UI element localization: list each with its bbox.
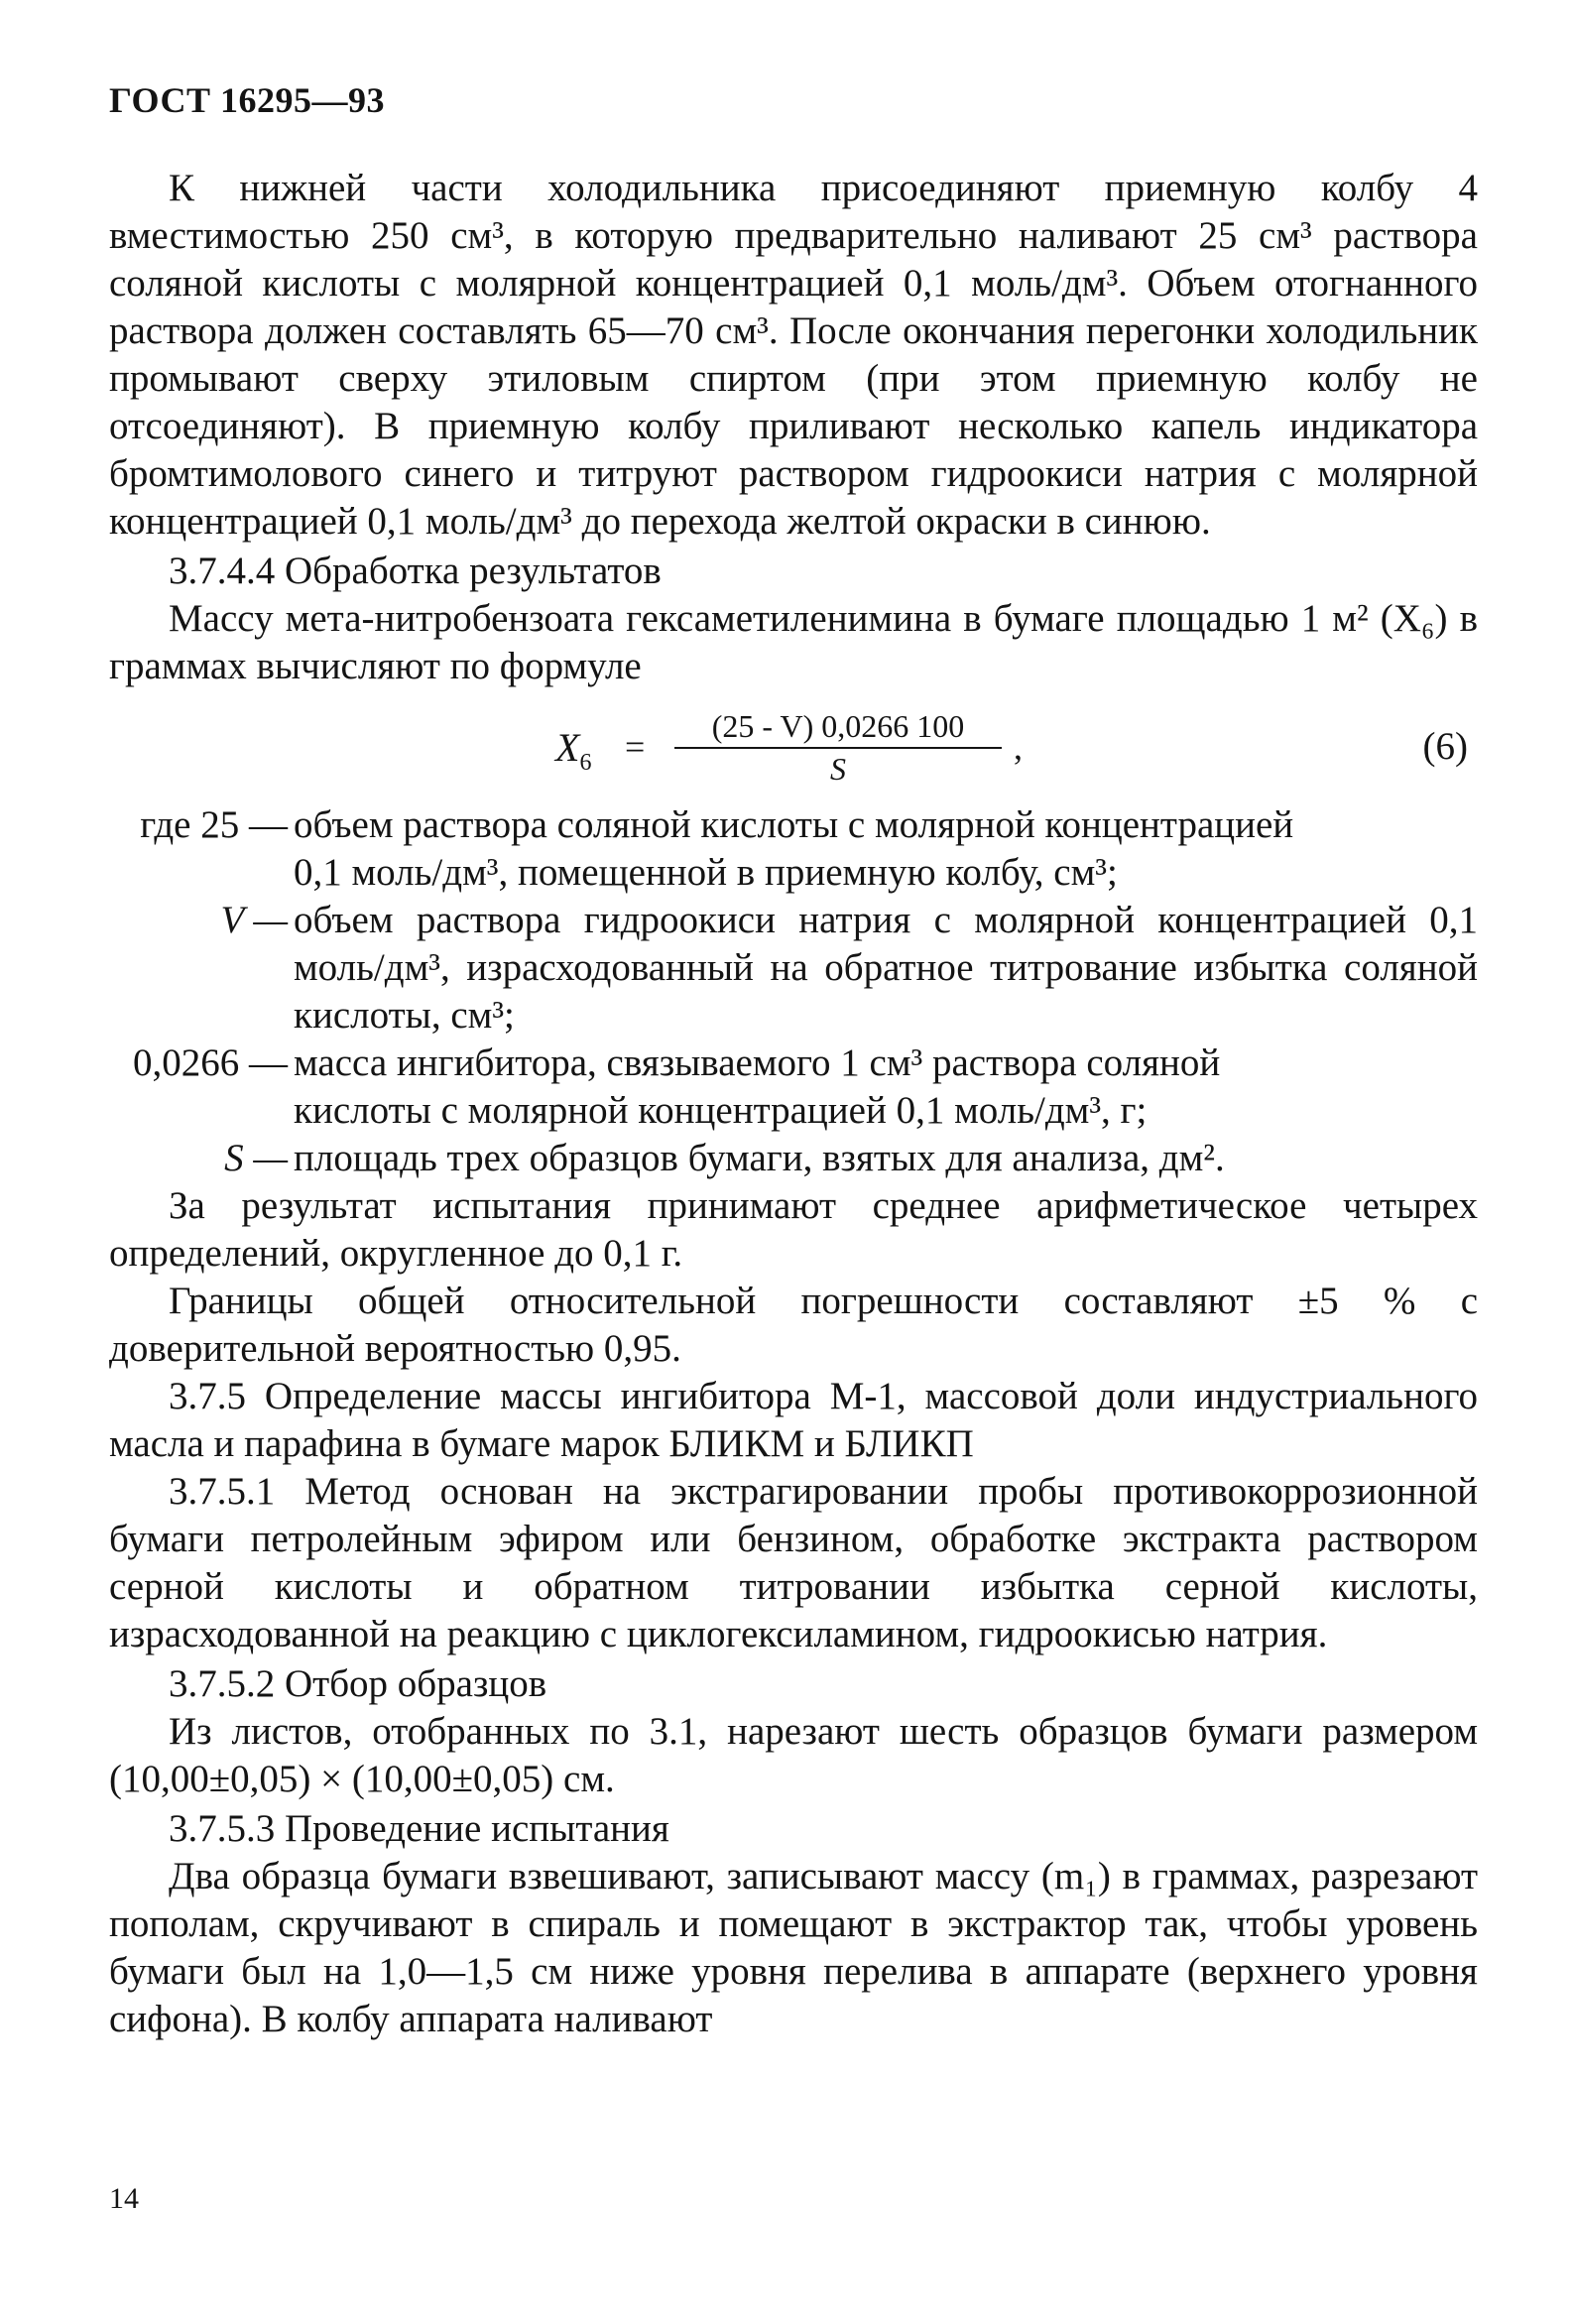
formula-lhs: $X_6$ [555,725,592,776]
definition-text: объем раствора соляной кислоты с молярной концентрацией [294,803,1294,846]
definition-continuation: кислоты с молярной концентрацией 0,1 моль/дм³, г; [294,1089,1148,1132]
formula-equals: = [625,727,646,767]
section-heading-3-7-5: 3.7.5 Определение массы ингибитора М-1, массовой доли индустриального масла и парафина в бумаге марок БЛИКМ и БЛИКП [109,1375,1478,1465]
definition-text: площадь трех образцов бумаги, взятых для анализа, дм². [294,1137,1225,1179]
formula-denominator: S [830,751,846,787]
paragraph-test-procedure: Два образца бумаги взвешивают, записывают массу (m₁) в граммах, разрезают пополам, скручивают в спираль и помещают в экстрактор так, чтобы уровень бумаги был на 1,0—1,5 см ниже уровня перелива в аппарате (верхнего уровня сифона). В колбу аппарата наливают [109,1855,1478,2040]
section-heading-3-7-5-2: 3.7.5.2 Отбор образцов [169,1662,547,1705]
formula-comma: , [1014,727,1023,767]
formula-numerator: (25 - V) 0,0266 100 [674,708,1002,749]
definition-v [109,897,1478,1040]
formula-block [109,696,1478,792]
definition-term: S — [224,1137,288,1179]
definition-25 [109,801,1478,849]
formula-definitions [109,801,1478,1182]
paragraph-test-result: За результат испытания принимают среднее арифметическое четырех определений, округленное до 0,1 г. [109,1184,1478,1275]
paragraph-error-bounds: Границы общей относительной погрешности составляют ±5 % с доверительной вероятностью 0,95. [109,1280,1478,1370]
definition-text: масса ингибитора, связываемого 1 см³ раствора соляной [294,1041,1221,1084]
paragraph-mass-formula-intro: Массу мета-нитробензоата гексаметиленимина в бумаге площадью 1 м² (X₆) в граммах вычисляют по формуле [109,597,1478,687]
definition-s [109,1135,1478,1182]
paragraph-sampling: Из листов, отобранных по 3.1, нарезают шесть образцов бумаги размером (10,00±0,05) × (10,00±0,05) см. [109,1710,1478,1800]
section-heading-3-7-4-4: 3.7.4.4 Обработка результатов [169,550,662,592]
formula-number: (6) [1422,725,1468,768]
definition-continuation: 0,1 моль/дм³, помещенной в приемную колбу, см³; [294,851,1118,894]
definition-term: V — [220,899,288,941]
definition-text: объем раствора гидроокиси натрия с молярной концентрацией 0,1 моль/дм³, израсходованный на обратное титрование избытка соляной кислоты, см³; [294,899,1478,1037]
document-header: ГОСТ 16295—93 [109,80,385,120]
document-page [109,79,1478,2262]
definition-term: 0,0266 — [133,1041,288,1084]
page-number: 14 [109,2182,139,2215]
section-heading-3-7-5-3: 3.7.5.3 Проведение испытания [169,1807,669,1850]
paragraph-receiver-flask: К нижней части холодильника присоединяют приемную колбу 4 вместимостью 250 см³, в которую предварительно наливают 25 см³ раствора соляной кислоты с молярной концентрацией 0,1 моль/дм³. Объем отогнанного раствора должен составлять 65—70 см³. После окончания перегонки холодильник промывают сверху этиловым спиртом (при этом приемную колбу не отсоединяют). В приемную колбу приливают несколько капель индикатора бромтимолового синего и титруют раствором гидроокиси натрия с молярной концентрацией 0,1 моль/дм³ до перехода желтой окраски в синюю. [109,167,1478,543]
formula-fraction [674,708,1002,788]
definition-term: где 25 — [140,803,288,846]
paragraph-method-3-7-5-1: 3.7.5.1 Метод основан на экстрагировании пробы противокоррозионной бумаги петролейным эфиром или бензином, обработке экстракта раствором серной кислоты и обратном титровании избытка серной кислоты, израсходованной на реакцию с циклогексиламином, гидроокисью натрия. [109,1470,1478,1655]
definition-0-0266 [109,1040,1478,1087]
